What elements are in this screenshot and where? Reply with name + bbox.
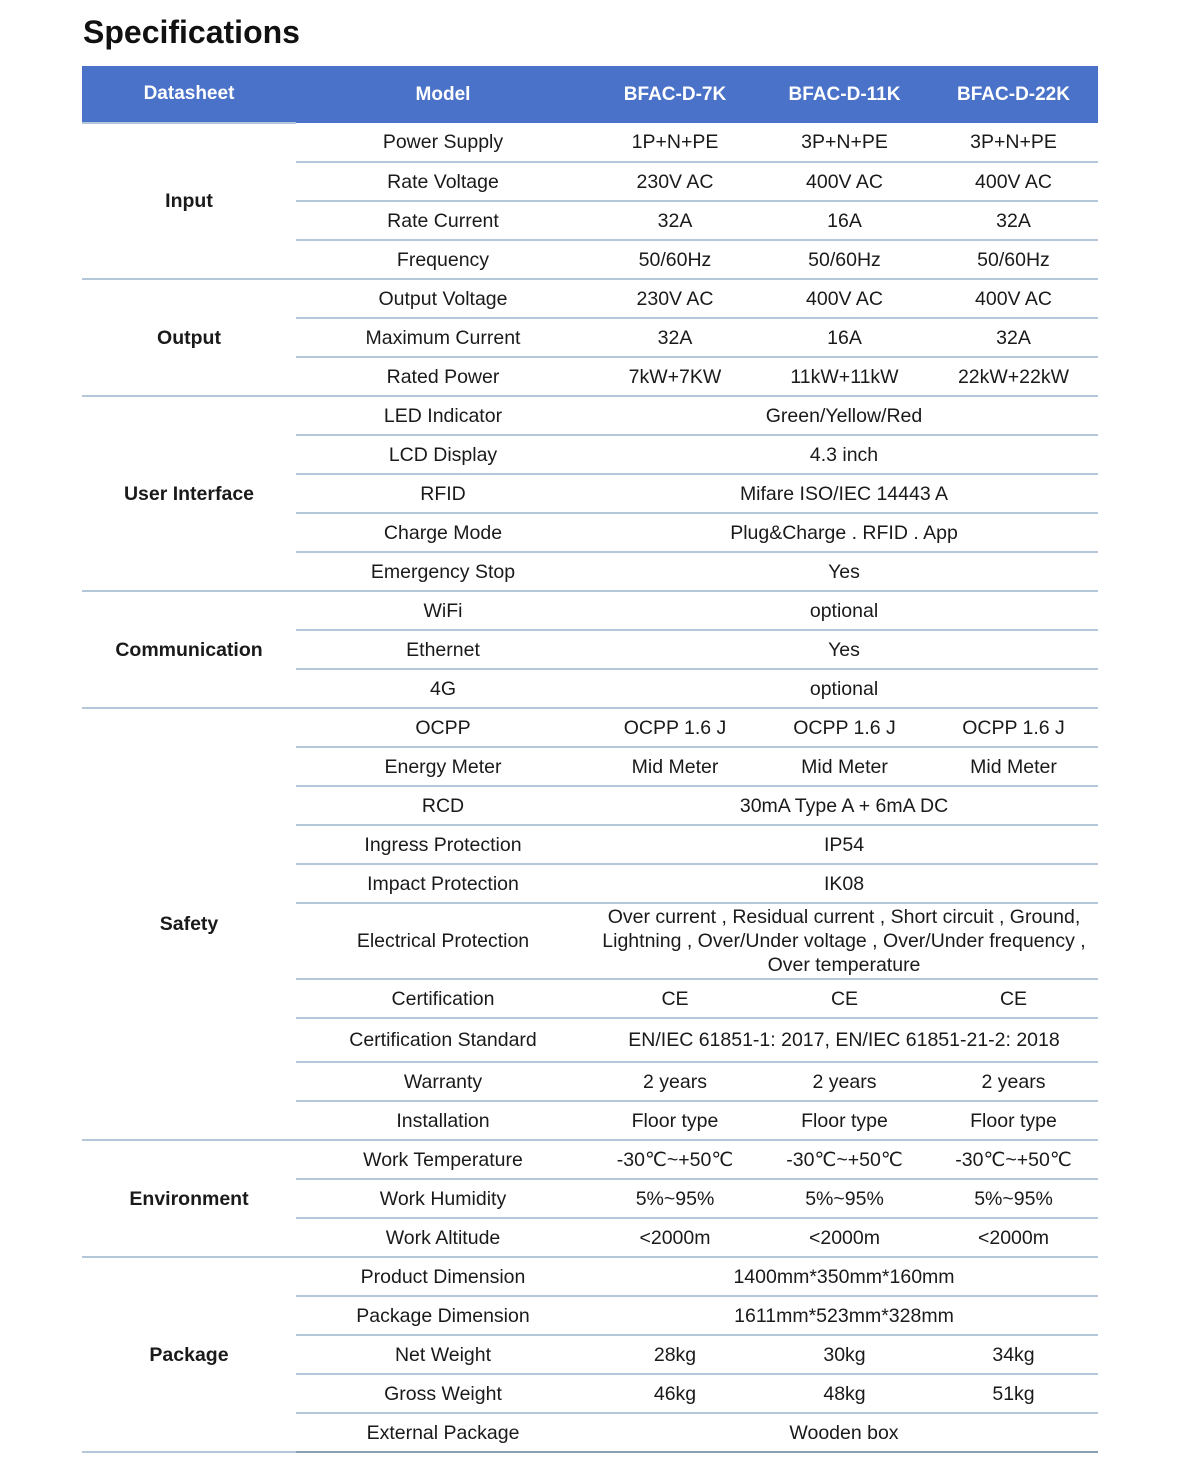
spec-value-all-models: Plug&Charge . RFID . App (590, 513, 1098, 552)
spec-item-label: Ingress Protection (296, 825, 590, 864)
spec-value: Mid Meter (929, 747, 1098, 786)
spec-item-label: Energy Meter (296, 747, 590, 786)
spec-value: 2 years (760, 1062, 929, 1101)
spec-value-all-models: Yes (590, 630, 1098, 669)
table-row (82, 1257, 1098, 1296)
spec-value: OCPP 1.6 J (929, 708, 1098, 747)
spec-item-label: OCPP (296, 708, 590, 747)
spec-item-label: Rated Power (296, 357, 590, 396)
spec-value: Floor type (590, 1101, 760, 1140)
spec-value: OCPP 1.6 J (760, 708, 929, 747)
spec-item-label: Electrical Protection (296, 903, 590, 979)
spec-value: 5%~95% (929, 1179, 1098, 1218)
spec-item-label: Work Altitude (296, 1218, 590, 1257)
header-row (82, 66, 1098, 123)
spec-value: 5%~95% (760, 1179, 929, 1218)
spec-item-label: 4G (296, 669, 590, 708)
category-cell: Input (82, 123, 296, 279)
spec-item-label: Output Voltage (296, 279, 590, 318)
spec-item-label: Certification Standard (296, 1018, 590, 1062)
spec-value: Mid Meter (760, 747, 929, 786)
spec-item-label: Product Dimension (296, 1257, 590, 1296)
spec-value: 400V AC (929, 279, 1098, 318)
table-row (82, 123, 1098, 162)
table-row (82, 591, 1098, 630)
spec-item-label: Installation (296, 1101, 590, 1140)
spec-item-label: Gross Weight (296, 1374, 590, 1413)
spec-value: 2 years (929, 1062, 1098, 1101)
header-model: Model (296, 66, 590, 123)
spec-item-label: Work Humidity (296, 1179, 590, 1218)
category-cell: Safety (82, 708, 296, 1140)
spec-value-all-models: optional (590, 591, 1098, 630)
spec-value-all-models: Mifare ISO/IEC 14443 A (590, 474, 1098, 513)
spec-value: Floor type (929, 1101, 1098, 1140)
spec-value-all-models: Yes (590, 552, 1098, 591)
spec-value: 400V AC (929, 162, 1098, 201)
spec-value: <2000m (760, 1218, 929, 1257)
spec-item-label: Package Dimension (296, 1296, 590, 1335)
table-row (82, 279, 1098, 318)
spec-item-label: Rate Current (296, 201, 590, 240)
spec-item-label: Power Supply (382, 131, 504, 153)
spec-value-all-models: 1611mm*523mm*328mm (590, 1296, 1098, 1335)
spec-value: 11kW+11kW (760, 357, 929, 396)
spec-item-label: Ethernet (296, 630, 590, 669)
spec-value: Floor type (760, 1101, 929, 1140)
spec-item-label: Rate Voltage (296, 162, 590, 201)
spec-value: 22kW+22kW (929, 357, 1098, 396)
header-bfac-d-11k: BFAC-D-11K (760, 66, 929, 123)
header-datasheet: Datasheet (82, 66, 296, 123)
spec-value-all-models: 4.3 inch (590, 435, 1098, 474)
spec-value: 32A (590, 201, 760, 240)
spec-value: 32A (590, 318, 760, 357)
spec-value: 7kW+7KW (590, 357, 760, 396)
spec-item-label: RCD (296, 786, 590, 825)
spec-value: <2000m (929, 1218, 1098, 1257)
spec-value: 32A (929, 318, 1098, 357)
spec-value: OCPP 1.6 J (590, 708, 760, 747)
spec-value: 28kg (590, 1335, 760, 1374)
spec-item-label: WiFi (296, 591, 590, 630)
spec-value: 16A (760, 318, 929, 357)
spec-value: -30℃~+50℃ (929, 1140, 1098, 1179)
spec-value: 50/60Hz (929, 240, 1098, 279)
page-title: Specifications (83, 14, 300, 50)
spec-value: 48kg (760, 1374, 929, 1413)
spec-value-all-models: EN/IEC 61851-1: 2017, EN/IEC 61851-21-2: 2018 (590, 1018, 1098, 1062)
header-bfac-d-7k: BFAC-D-7K (590, 66, 760, 123)
spec-value: 1P+N+PE (631, 131, 719, 153)
spec-value: 16A (760, 201, 929, 240)
spec-value-all-models: Wooden box (590, 1413, 1098, 1452)
spec-value-all-models: optional (590, 669, 1098, 708)
spec-value-all-models: 1400mm*350mm*160mm (590, 1257, 1098, 1296)
spec-value: 46kg (590, 1374, 760, 1413)
spec-value: 51kg (929, 1374, 1098, 1413)
spec-value: 400V AC (760, 162, 929, 201)
spec-value: 3P+N+PE (801, 131, 888, 153)
spec-value: 3P+N+PE (970, 131, 1057, 153)
table-row (82, 396, 1098, 435)
spec-item-label: Emergency Stop (296, 552, 590, 591)
category-cell: User Interface (82, 396, 296, 591)
spec-item-label: Work Temperature (296, 1140, 590, 1179)
spec-value: -30℃~+50℃ (760, 1140, 929, 1179)
spec-value: CE (929, 979, 1098, 1018)
spec-item-label: Warranty (296, 1062, 590, 1101)
spec-value: CE (590, 979, 760, 1018)
spec-value: 50/60Hz (590, 240, 760, 279)
category-cell: Environment (82, 1140, 296, 1257)
spec-table (82, 66, 1098, 1453)
table-row (82, 708, 1098, 747)
spec-value-all-models: Over current , Residual current , Short circuit , Ground, Lightning , Over/Under voltage , Over/Under frequency , Over temperature (590, 903, 1098, 979)
spec-value-all-models: IP54 (590, 825, 1098, 864)
spec-item-label: RFID (296, 474, 590, 513)
spec-value: 2 years (590, 1062, 760, 1101)
category-cell: Output (82, 279, 296, 396)
header-bfac-d-22k: BFAC-D-22K (929, 66, 1098, 123)
spec-value: 30kg (760, 1335, 929, 1374)
spec-item-label: Impact Protection (296, 864, 590, 903)
table-row (82, 1140, 1098, 1179)
spec-value-all-models: IK08 (590, 864, 1098, 903)
spec-item-label: Charge Mode (296, 513, 590, 552)
spec-item-label: LED Indicator (296, 396, 590, 435)
spec-value: Mid Meter (590, 747, 760, 786)
spec-item-label: External Package (296, 1413, 590, 1452)
spec-item-label: Net Weight (296, 1335, 590, 1374)
spec-value: 400V AC (760, 279, 929, 318)
spec-value: -30℃~+50℃ (590, 1140, 760, 1179)
spec-value: 32A (929, 201, 1098, 240)
spec-value: 230V AC (590, 279, 760, 318)
category-cell: Communication (82, 591, 296, 708)
spec-value: <2000m (590, 1218, 760, 1257)
spec-value: 34kg (929, 1335, 1098, 1374)
spec-value: 230V AC (590, 162, 760, 201)
spec-item-label: LCD Display (296, 435, 590, 474)
category-cell: Package (82, 1257, 296, 1452)
spec-value: 50/60Hz (760, 240, 929, 279)
spec-value: 5%~95% (590, 1179, 760, 1218)
spec-item-label: Frequency (296, 240, 590, 279)
spec-value-all-models: 30mA Type A + 6mA DC (590, 786, 1098, 825)
spec-item-label: Certification (296, 979, 590, 1018)
spec-value-all-models: Green/Yellow/Red (590, 396, 1098, 435)
spec-item-label: Maximum Current (296, 318, 590, 357)
spec-value: CE (760, 979, 929, 1018)
